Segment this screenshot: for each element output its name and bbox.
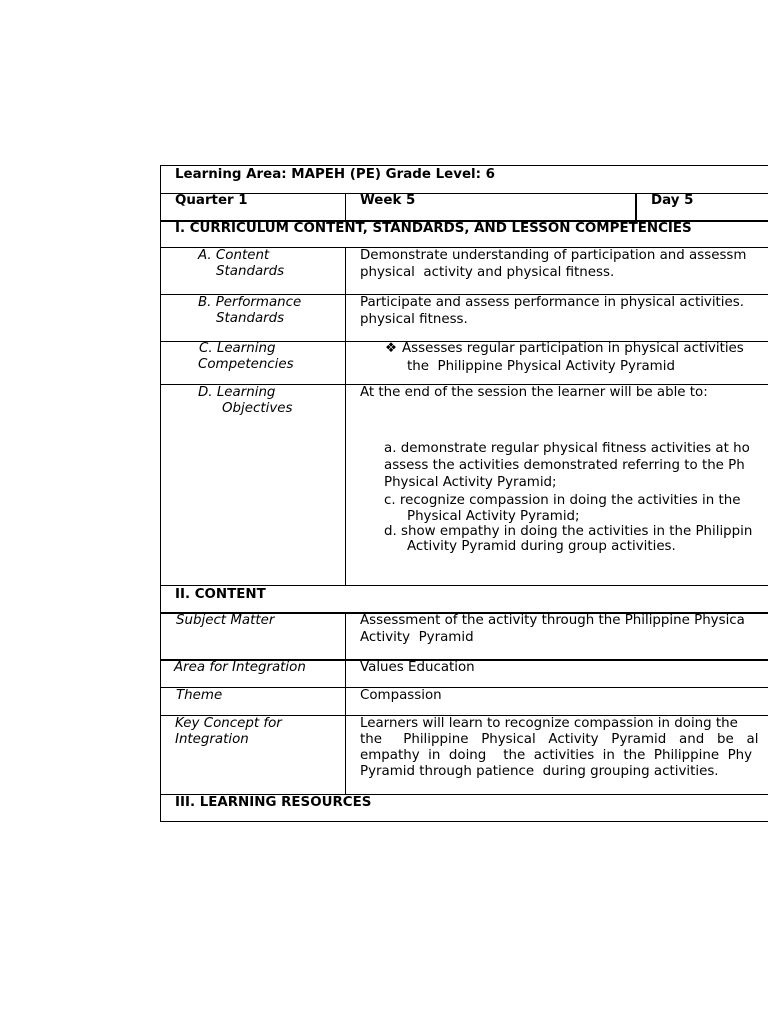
diamond-bullet-icon: ❖ [385, 341, 398, 356]
key-concept-text: Learners will learn to recognize compassion in doing the [360, 716, 738, 731]
table-rule [160, 821, 768, 822]
learning-objectives-label: D. Learning [198, 385, 276, 400]
objective-item: a. demonstrate regular physical fitness activities at ho [384, 441, 750, 456]
table-rule [635, 193, 637, 220]
day-label: Day 5 [651, 193, 694, 208]
objective-item: c. recognize compassion in doing the activities in the [384, 493, 741, 508]
table-rule [345, 247, 346, 585]
learning-objectives-label: Objectives [222, 401, 293, 416]
table-rule [160, 687, 768, 688]
key-concept-text: the Philippine Physical Activity Pyramid and be al [360, 732, 759, 747]
section-heading-curriculum: I. CURRICULUM CONTENT, STANDARDS, AND LESSON COMPETENCIES [175, 221, 692, 236]
performance-standards-label: B. Performance [198, 295, 302, 310]
objective-item: Activity Pyramid during group activities. [407, 539, 676, 554]
subject-matter-text: Activity Pyramid [360, 630, 474, 645]
performance-standards-label: Standards [216, 311, 285, 326]
week-label: Week 5 [360, 193, 416, 208]
section-heading-content: II. CONTENT [175, 587, 266, 602]
key-concept-label: Key Concept for [175, 716, 282, 731]
subject-matter-text: Assessment of the activity through the Philippine Physica [360, 613, 745, 628]
learning-competencies-text: Assesses regular participation in physical activities [402, 341, 744, 356]
theme-text: Compassion [360, 688, 442, 703]
theme-label: Theme [176, 688, 223, 703]
performance-standards-text: physical fitness. [360, 312, 468, 327]
key-concept-text: empathy in doing the activities in the Philippine Phy [360, 748, 753, 763]
performance-standards-text: Participate and assess performance in physical activities. [360, 295, 744, 310]
table-rule [160, 165, 768, 166]
objective-item: Physical Activity Pyramid; [384, 475, 557, 490]
content-standards-text: physical activity and physical fitness. [360, 265, 615, 280]
content-standards-label: Standards [216, 264, 285, 279]
key-concept-text: Pyramid through patience during grouping activities. [360, 764, 719, 779]
subject-matter-label: Subject Matter [176, 613, 275, 628]
objective-item: Physical Activity Pyramid; [407, 509, 580, 524]
quarter-label: Quarter 1 [175, 193, 248, 208]
table-rule [160, 165, 161, 822]
area-integration-text: Values Education [360, 660, 475, 675]
lesson-plan-table [160, 165, 768, 825]
content-standards-label: A. Content [198, 248, 270, 263]
learning-competencies-text: the Philippine Physical Activity Pyramid [407, 359, 675, 374]
learning-objectives-intro: At the end of the session the learner will be able to: [360, 385, 708, 400]
learning-competencies-label: Competencies [198, 357, 294, 372]
area-integration-label: Area for Integration [174, 660, 306, 675]
content-standards-text: Demonstrate understanding of participation and assessm [360, 248, 747, 263]
learning-competencies-label: C. Learning [199, 341, 276, 356]
section-heading-learning-resources: III. LEARNING RESOURCES [175, 795, 372, 810]
table-rule [345, 612, 346, 794]
table-rule [160, 585, 768, 586]
learning-area-grade-level: Learning Area: MAPEH (PE) Grade Level: 6 [175, 167, 495, 182]
key-concept-label: Integration [175, 732, 249, 747]
table-rule [345, 193, 346, 220]
objective-item: d. show empathy in doing the activities in the Philippin [384, 524, 753, 539]
objective-item: assess the activities demonstrated referring to the Ph [384, 458, 745, 473]
